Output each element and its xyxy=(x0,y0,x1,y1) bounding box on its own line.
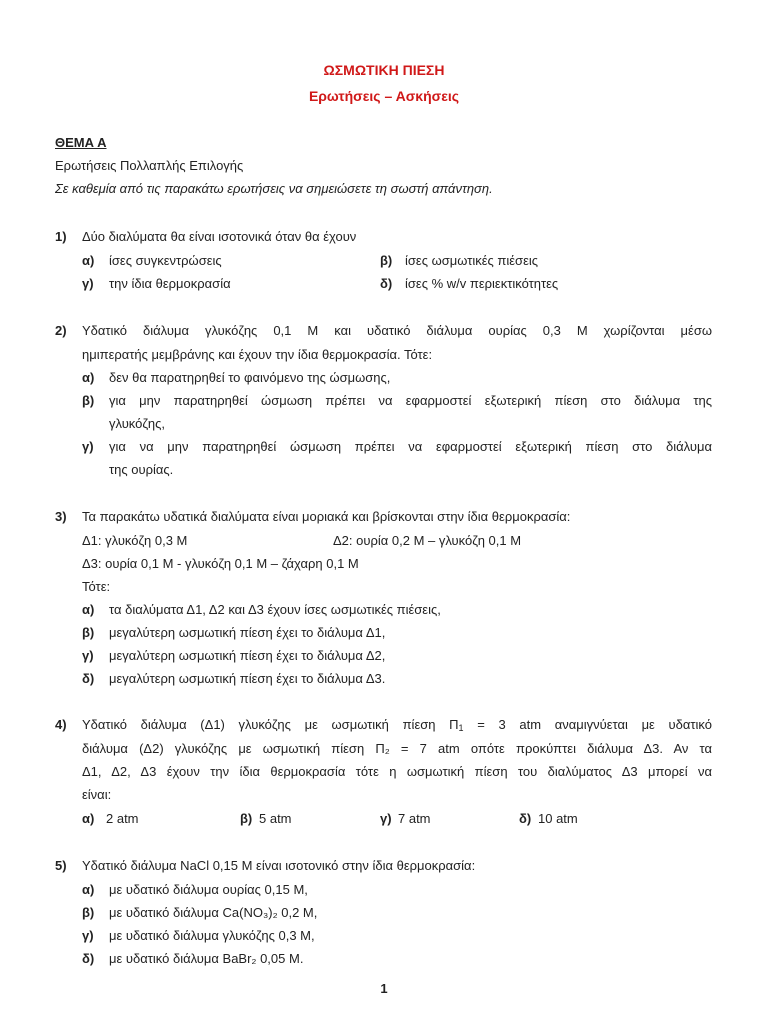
q3-then: Τότε: xyxy=(82,579,111,594)
q4-option-c-label: γ) xyxy=(380,811,392,826)
q2-option-a-label: α) xyxy=(82,370,95,385)
q3-option-c-label: γ) xyxy=(82,648,94,663)
q4-option-d: 10 atm xyxy=(538,811,578,826)
page-number: 1 xyxy=(380,981,388,996)
q4-number: 4) xyxy=(55,717,67,732)
q3-option-d: μεγαλύτερη ωσμωτική πίεση έχει το διάλυμα Δ3. xyxy=(109,671,386,686)
q5-option-a: με υδατικό διάλυμα ουρίας 0,15 M, xyxy=(109,882,308,897)
q3-text: Τα παρακάτω υδατικά διαλύματα είναι μοριακά και βρίσκονται στην ίδια θερμοκρασία: xyxy=(82,509,571,524)
q1-number: 1) xyxy=(55,229,67,244)
q3-number: 3) xyxy=(55,509,67,524)
q2-text-line1: Υδατικό διάλυμα γλυκόζης 0,1 M και υδατικό διάλυμα ουρίας 0,3 M χωρίζονται μέσω xyxy=(82,323,712,338)
q1-option-a-label: α) xyxy=(82,253,95,268)
q5-option-c-label: γ) xyxy=(82,928,94,943)
q5-option-b: με υδατικό διάλυμα Ca(NO₃)₂ 0,2 M, xyxy=(109,905,318,920)
q5-number: 5) xyxy=(55,858,67,873)
q4-option-a: 2 atm xyxy=(106,811,139,826)
q3-option-d-label: δ) xyxy=(82,671,95,686)
q3-option-b-label: β) xyxy=(82,625,95,640)
q1-option-b: ίσες ωσμωτικές πιέσεις xyxy=(405,253,539,268)
page-subtitle: Ερωτήσεις – Ασκήσεις xyxy=(308,88,460,104)
q4-option-d-label: δ) xyxy=(519,811,532,826)
q1-option-b-label: β) xyxy=(380,253,393,268)
section-instruction: Σε καθεμία από τις παρακάτω ερωτήσεις να σημειώσετε τη σωστή απάντηση. xyxy=(55,181,493,196)
q3-option-a: τα διαλύματα Δ1, Δ2 και Δ3 έχουν ίσες ωσμωτικές πιέσεις, xyxy=(109,602,441,617)
q4-line1-part2: = 3 atm αναμιγνύεται με υδατικό xyxy=(463,717,712,732)
q5-option-c: με υδατικό διάλυμα γλυκόζης 0,3 M, xyxy=(109,928,315,943)
q4-line1-subscript: 1 xyxy=(458,723,464,733)
q1-option-d: ίσες % w/v περιεκτικότητες xyxy=(405,276,559,291)
q4-text-line1 xyxy=(82,717,712,733)
q3-option-a-label: α) xyxy=(82,602,95,617)
q3-solution-d2: Δ2: ουρία 0,2 M – γλυκόζη 0,1 M xyxy=(333,533,522,548)
q4-option-c: 7 atm xyxy=(398,811,431,826)
q5-text: Υδατικό διάλυμα NaCl 0,15 M είναι ισοτονικό στην ίδια θερμοκρασία: xyxy=(82,858,476,873)
section-heading: ΘΕΜΑ Α xyxy=(55,135,107,150)
q3-option-c: μεγαλύτερη ωσμωτική πίεση έχει το διάλυμα Δ2, xyxy=(109,648,386,663)
q4-text-line4: είναι: xyxy=(82,787,112,802)
q5-option-a-label: α) xyxy=(82,882,95,897)
q5-option-d-label: δ) xyxy=(82,951,95,966)
q4-option-b: 5 atm xyxy=(259,811,292,826)
q1-option-d-label: δ) xyxy=(380,276,393,291)
section-type: Ερωτήσεις Πολλαπλής Επιλογής xyxy=(55,158,244,173)
q2-option-c-line1: για να μην παρατηρηθεί ώσμωση πρέπει να εφαρμοστεί εξωτερική πίεση στο διάλυμα xyxy=(109,439,712,454)
q1-option-a: ίσες συγκεντρώσεις xyxy=(109,253,222,268)
q1-option-c-label: γ) xyxy=(82,276,94,291)
q3-solution-d1: Δ1: γλυκόζη 0,3 M xyxy=(82,533,188,548)
q2-text-line2: ημιπερατής μεμβράνης και έχουν την ίδια θερμοκρασία. Τότε: xyxy=(82,347,433,362)
q3-option-b: μεγαλύτερη ωσμωτική πίεση έχει το διάλυμα Δ1, xyxy=(109,625,386,640)
q4-text-line3: Δ1, Δ2, Δ3 έχουν την ίδια θερμοκρασία τότε η ωσμωτική πίεση του διαλύματος Δ3 μπορεί να xyxy=(82,764,712,779)
q1-option-c: την ίδια θερμοκρασία xyxy=(109,276,231,291)
q4-text-line2: διάλυμα (Δ2) γλυκόζης με ωσμωτική πίεση Π₂ = 7 atm οπότε προκύπτει διάλυμα Δ3. Αν τα xyxy=(82,741,712,756)
q2-number: 2) xyxy=(55,323,67,338)
q2-option-a: δεν θα παρατηρηθεί το φαινόμενο της ώσμωσης, xyxy=(109,370,391,385)
q2-option-b-line2: γλυκόζης, xyxy=(109,416,165,431)
page-title: ΩΣΜΩΤΙΚΗ ΠΙΕΣΗ xyxy=(323,62,445,78)
q1-text: Δύο διαλύματα θα είναι ισοτονικά όταν θα έχουν xyxy=(82,229,357,244)
q3-solution-d3: Δ3: ουρία 0,1 M - γλυκόζη 0,1 M – ζάχαρη 0,1 M xyxy=(82,556,359,571)
q4-option-b-label: β) xyxy=(240,811,253,826)
q2-option-c-label: γ) xyxy=(82,439,94,454)
q4-line1-part1: Υδατικό διάλυμα (Δ1) γλυκόζης με ωσμωτική πίεση Π xyxy=(82,717,459,732)
q2-option-b-label: β) xyxy=(82,393,95,408)
q2-option-c-line2: της ουρίας. xyxy=(109,462,174,477)
q4-option-a-label: α) xyxy=(82,811,95,826)
q5-option-b-label: β) xyxy=(82,905,95,920)
q2-option-b-line1: για μην παρατηρηθεί ώσμωση πρέπει να εφαρμοστεί εξωτερική πίεση στο διάλυμα της xyxy=(109,393,712,408)
q5-option-d: με υδατικό διάλυμα BaBr₂ 0,05 M. xyxy=(109,951,304,966)
